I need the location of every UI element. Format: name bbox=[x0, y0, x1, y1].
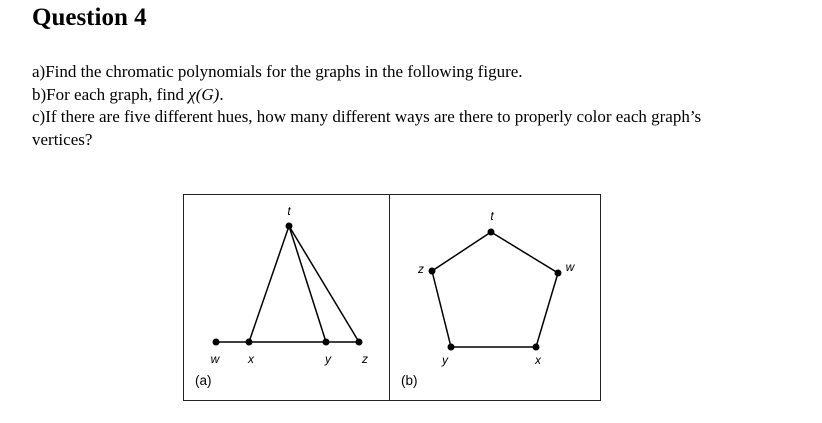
edges-b-cycle bbox=[432, 232, 558, 347]
graphs-figure bbox=[183, 194, 601, 401]
vertex-a-y bbox=[323, 339, 330, 346]
vertex-a-x bbox=[246, 339, 253, 346]
question-title: Question 4 bbox=[32, 4, 147, 31]
edge-a-t-z bbox=[289, 226, 359, 342]
part-b-text bbox=[32, 84, 792, 107]
label-a-z: z bbox=[362, 352, 368, 366]
label-a-x: x bbox=[248, 352, 254, 366]
panel-a-label: (a) bbox=[195, 373, 212, 388]
label-a-t: t bbox=[287, 204, 291, 218]
vertex-b-z bbox=[429, 268, 436, 275]
graphs-figure-svg bbox=[183, 194, 601, 401]
edge-a-t-x bbox=[249, 226, 289, 342]
graph-a bbox=[195, 204, 368, 388]
part-c-line-1: c)If there are five different hues, how many different ways are there to properly color each graph’s bbox=[32, 107, 702, 126]
label-b-w: w bbox=[565, 260, 575, 274]
label-b-z: z bbox=[418, 262, 424, 276]
part-c-line-2: vertices? bbox=[32, 129, 93, 149]
vertex-b-y bbox=[448, 344, 455, 351]
label-a-y: y bbox=[325, 352, 331, 366]
vertex-a-w bbox=[213, 339, 220, 346]
part-a-text: a)Find the chromatic polynomials for the graphs in the following figure. bbox=[32, 62, 523, 81]
part-c-text bbox=[32, 106, 792, 151]
vertex-a-t bbox=[286, 223, 293, 230]
vertex-b-t bbox=[488, 229, 495, 236]
part-b-suffix: . bbox=[219, 84, 224, 104]
label-b-t: t bbox=[490, 209, 494, 223]
chromatic-number-symbol: χ(G) bbox=[188, 84, 220, 104]
figure-frame bbox=[184, 195, 601, 401]
vertex-b-w bbox=[555, 270, 562, 277]
vertex-a-z bbox=[356, 339, 363, 346]
question-body bbox=[32, 61, 792, 151]
edge-a-t-y bbox=[289, 226, 326, 342]
panel-b-label: (b) bbox=[401, 373, 418, 388]
part-b-prefix: b)For each graph, find bbox=[32, 84, 189, 104]
graph-b bbox=[401, 209, 576, 388]
label-b-y: y bbox=[442, 353, 448, 367]
label-a-w: w bbox=[210, 352, 220, 366]
vertex-b-x bbox=[533, 344, 540, 351]
label-b-x: x bbox=[535, 353, 541, 367]
